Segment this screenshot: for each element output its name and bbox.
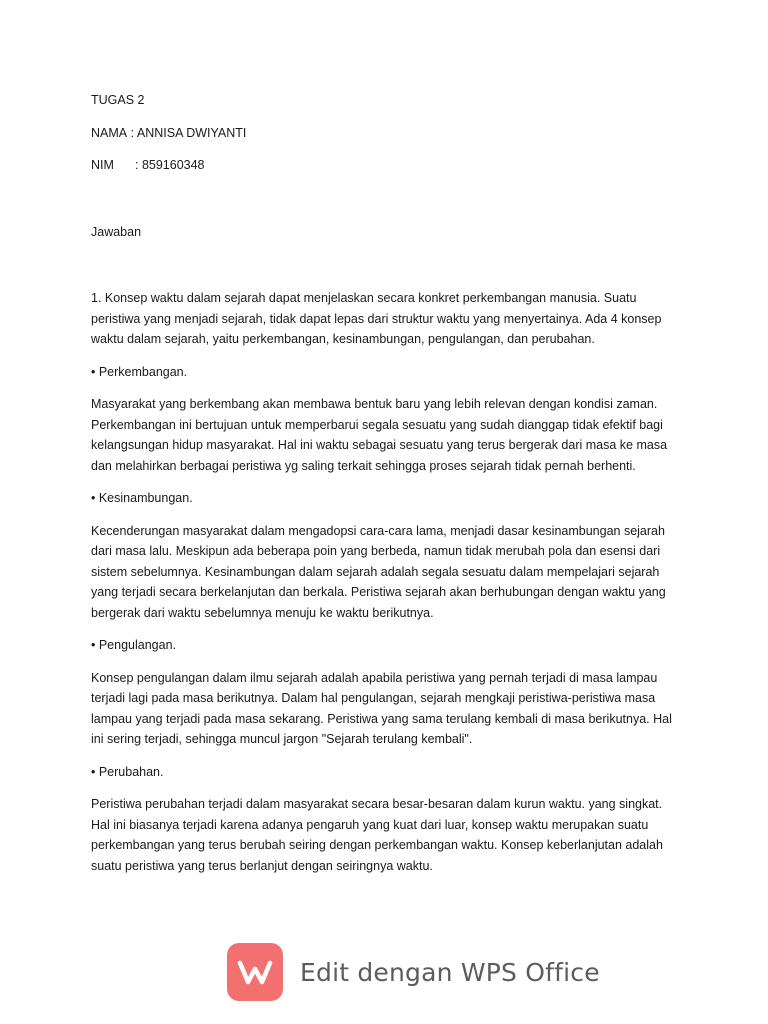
- wps-office-logo-icon: [227, 943, 283, 1001]
- name-value: : ANNISA DWIYANTI: [130, 125, 247, 140]
- section-body-pengulangan: Konsep pengulangan dalam ilmu sejarah adalah apabila peristiwa yang pernah terjadi di masa lampau terjadi lagi pada masa berikutnya. Dalam hal pengulangan, sejarah mengkaji peristiwa-peristiwa masa lampau yang terjadi pada masa sekarang. Peristiwa yang sama terulang kembali di masa berikutnya. Hal ini sering terjadi, sehingga muncul jargon "Sejarah terulang kembali".: [91, 670, 672, 746]
- section-title-perkembangan: • Perkembangan.: [91, 364, 188, 379]
- section-title-kesinambungan: • Kesinambungan.: [91, 491, 193, 505]
- edit-with-wps-button[interactable]: [227, 943, 600, 1001]
- nim-label: NIM: [91, 158, 114, 172]
- answer-heading: Jawaban: [91, 224, 142, 239]
- wps-badge-label: Edit dengan WPS Office: [300, 957, 600, 987]
- nim-row: [91, 155, 681, 176]
- intro-paragraph: 1. Konsep waktu dalam sejarah dapat menjelaskan secara konkret perkembangan manusia. Suatu peristiwa yang menjadi sejarah, tidak dapat lepas dari struktur waktu yang menyertainya. Ada 4 konsep waktu dalam sejarah, yaitu perkembangan, kesinambungan, pengulangan, dan perubahan.: [91, 291, 662, 346]
- nim-value: : 859160348: [135, 158, 205, 172]
- section-body-perkembangan: Masyarakat yang berkembang akan membawa bentuk baru yang lebih relevan dengan kondisi zaman. Perkembangan ini bertujuan untuk memperbarui segala sesuatu yang sudah dianggap tidak efektif bagi kelangsungan hidup masyarakat. Hal ini waktu sebagai sesuatu yang terus bergerak dari masa ke masa dan melahirkan berbagai peristiwa yg saling terkait sehingga proses sejarah tidak pernah berhenti.: [91, 397, 668, 473]
- section-title-pengulangan: • Pengulangan.: [91, 638, 177, 652]
- document-title: TUGAS 2: [91, 93, 145, 107]
- section-title-perubahan: • Perubahan.: [91, 764, 164, 779]
- section-body-kesinambungan: Kecenderungan masyarakat dalam mengadopsi cara-cara lama, menjadi dasar kesinambungan sejarah dari masa lalu. Meskipun ada beberapa poin yang berbeda, namun tidak merubah pola dan esensi dari sistem sebelumnya. Kesinambungan dalam sejarah adalah segala sesuatu dalam mempelajari sejarah yang terjadi secara berkelanjutan dan berkala. Peristiwa sejarah akan berhubungan dengan waktu yang bergerak dari waktu sebelumnya menuju ke waktu berikutnya.: [91, 523, 666, 620]
- section-body-perubahan: Peristiwa perubahan terjadi dalam masyarakat secara besar-besaran dalam kurun waktu. yang singkat. Hal ini biasanya terjadi karena adanya pengaruh yang kuat dari luar, konsep waktu merupakan suatu perkembangan yang terus berubah seiring dengan perkembangan waktu. Konsep keberlanjutan adalah suatu peristiwa yang terus berlanjut dengan seiringnya waktu.: [91, 797, 663, 873]
- name-label: NAMA: [91, 125, 128, 140]
- name-row: [91, 123, 681, 144]
- document-body: [91, 90, 681, 888]
